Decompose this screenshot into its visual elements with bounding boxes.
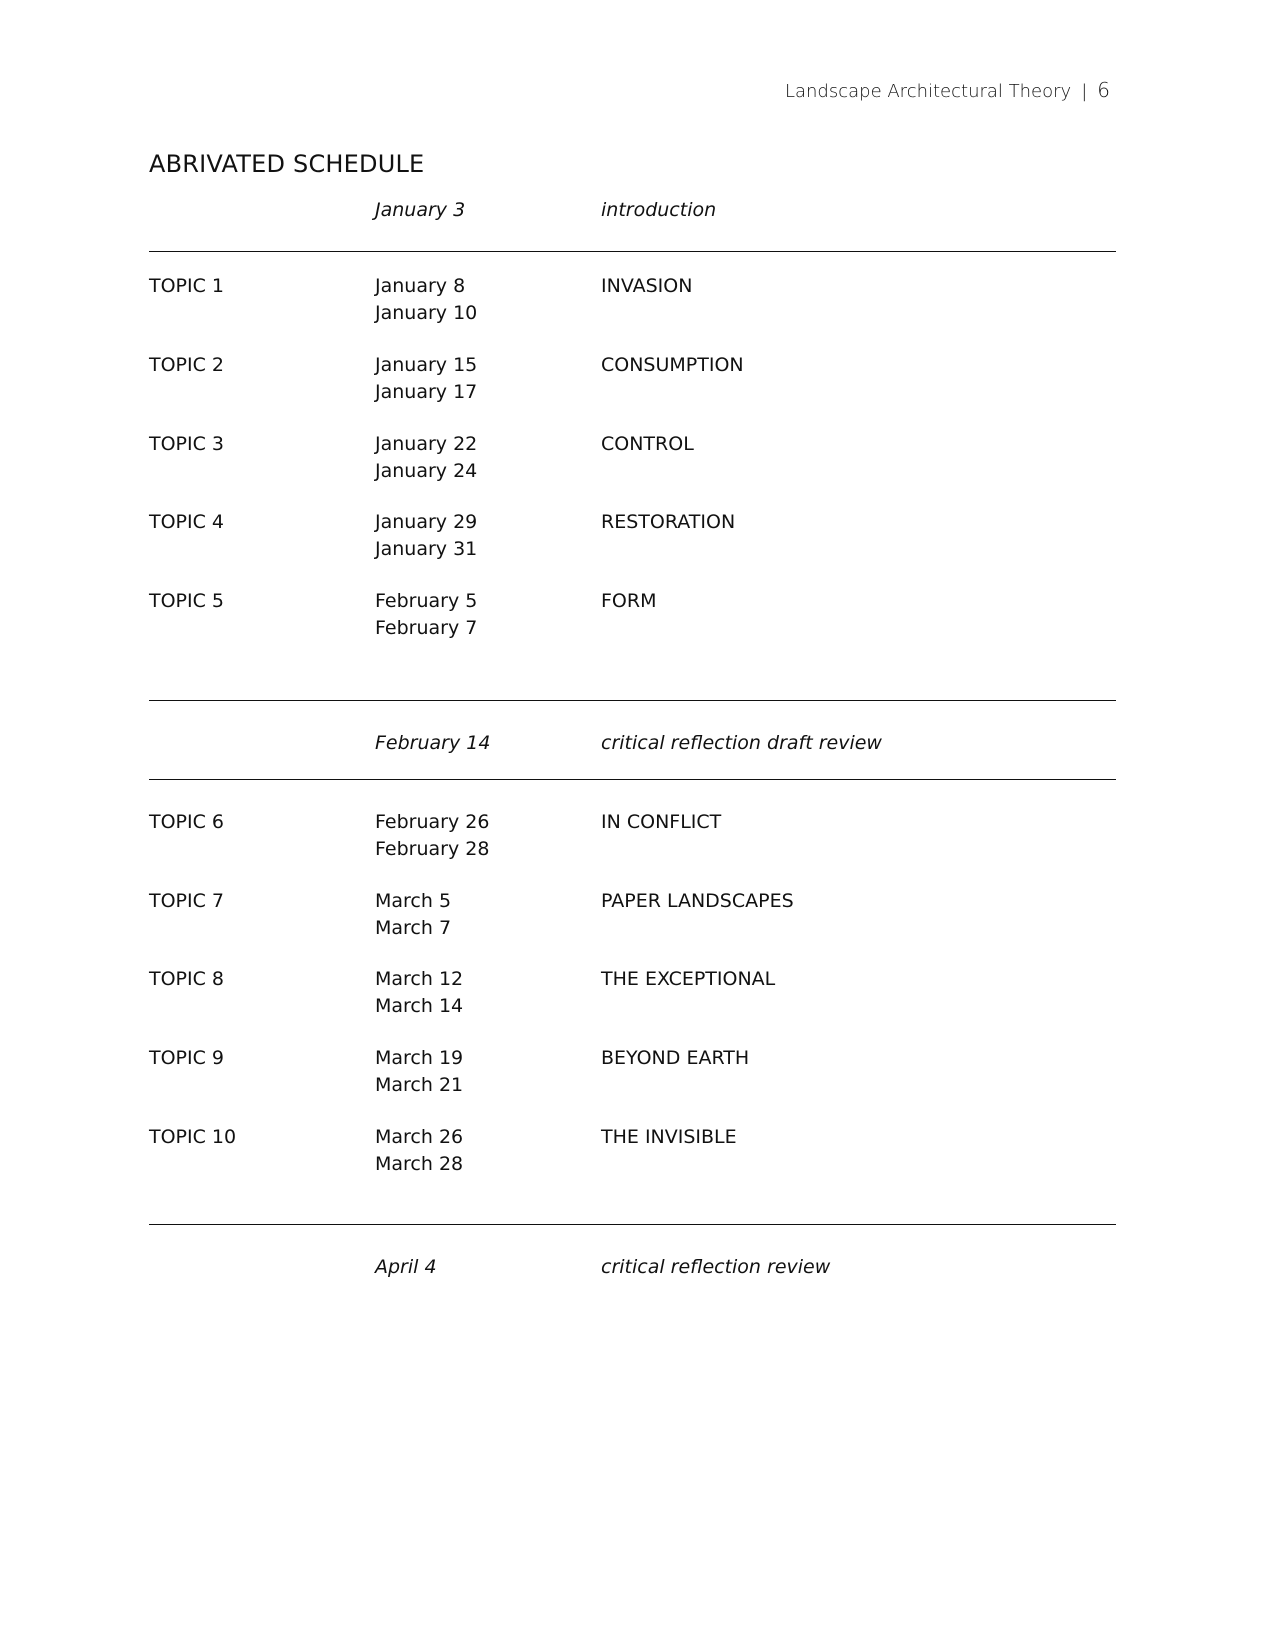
topic-date: March 7 [375,916,452,939]
topic-row [149,1124,1116,1184]
topic-name: CONSUMPTION [601,354,744,376]
topic-dates [375,809,489,862]
milestone-row [149,730,1116,790]
topic-dates [375,1045,463,1098]
topic-date: January 22 [375,433,478,455]
milestone-date: February 14 [375,732,491,754]
topic-dates [375,588,477,641]
topic-row [149,888,1116,948]
milestone-event: critical reflection review [601,1256,831,1278]
page-header [785,78,1110,102]
topic-name: IN CONFLICT [601,811,722,833]
topic-date: March 12 [375,968,464,990]
topic-dates [375,888,451,941]
topic-name: FORM [601,590,657,612]
topic-row [149,273,1116,333]
header-separator: | [1081,81,1088,102]
topic-label: TOPIC 3 [149,433,225,455]
topic-date: March 26 [375,1126,464,1148]
topic-date: January 31 [375,537,478,560]
topic-dates [375,1124,463,1177]
topic-date: February 28 [375,837,490,860]
divider [149,251,1116,252]
topic-dates [375,509,477,562]
topic-date: January 8 [375,275,466,297]
topic-label: TOPIC 2 [149,354,225,376]
milestone-date: April 4 [375,1256,437,1278]
topic-date: February 7 [375,616,478,639]
topic-label: TOPIC 10 [149,1126,237,1148]
topic-dates [375,431,477,484]
topic-name: BEYOND EARTH [601,1047,750,1069]
topic-row [149,431,1116,491]
milestone-event: introduction [601,199,717,221]
milestone-row [149,197,1116,257]
topic-row [149,509,1116,569]
topic-label: TOPIC 5 [149,590,225,612]
topic-date: February 5 [375,590,478,612]
topic-date: January 24 [375,459,478,482]
divider [149,779,1116,780]
topic-name: INVASION [601,275,693,297]
topic-label: TOPIC 9 [149,1047,225,1069]
topic-date: January 15 [375,354,478,376]
topic-row [149,1045,1116,1105]
topic-date: March 19 [375,1047,464,1069]
topic-dates [375,352,477,405]
topic-date: March 14 [375,994,464,1017]
topic-name: CONTROL [601,433,694,455]
topic-label: TOPIC 4 [149,511,225,533]
topic-date: February 26 [375,811,490,833]
topic-label: TOPIC 1 [149,275,225,297]
topic-dates [375,966,463,1019]
milestone-event: critical reflection draft review [601,732,882,754]
topic-date: January 29 [375,511,478,533]
page-number: 6 [1097,78,1110,102]
topic-row [149,809,1116,869]
topic-date: March 28 [375,1152,464,1175]
topic-name: PAPER LANDSCAPES [601,890,794,912]
schedule-title: ABRIVATED SCHEDULE [149,150,425,178]
milestone-row [149,1254,1116,1314]
topic-date: January 10 [375,301,478,324]
milestone-date: January 3 [375,199,466,221]
topic-row [149,588,1116,648]
topic-date: January 17 [375,380,478,403]
topic-label: TOPIC 7 [149,890,225,912]
course-title: Landscape Architectural Theory [784,81,1072,102]
topic-date: March 5 [375,890,452,912]
topic-name: THE INVISIBLE [601,1126,737,1148]
topic-row [149,352,1116,412]
topic-label: TOPIC 6 [149,811,225,833]
divider [149,1224,1116,1225]
topic-name: THE EXCEPTIONAL [601,968,776,990]
topic-name: RESTORATION [601,511,736,533]
divider [149,700,1116,701]
topic-row [149,966,1116,1026]
topic-date: March 21 [375,1073,464,1096]
topic-label: TOPIC 8 [149,968,225,990]
topic-dates [375,273,477,326]
